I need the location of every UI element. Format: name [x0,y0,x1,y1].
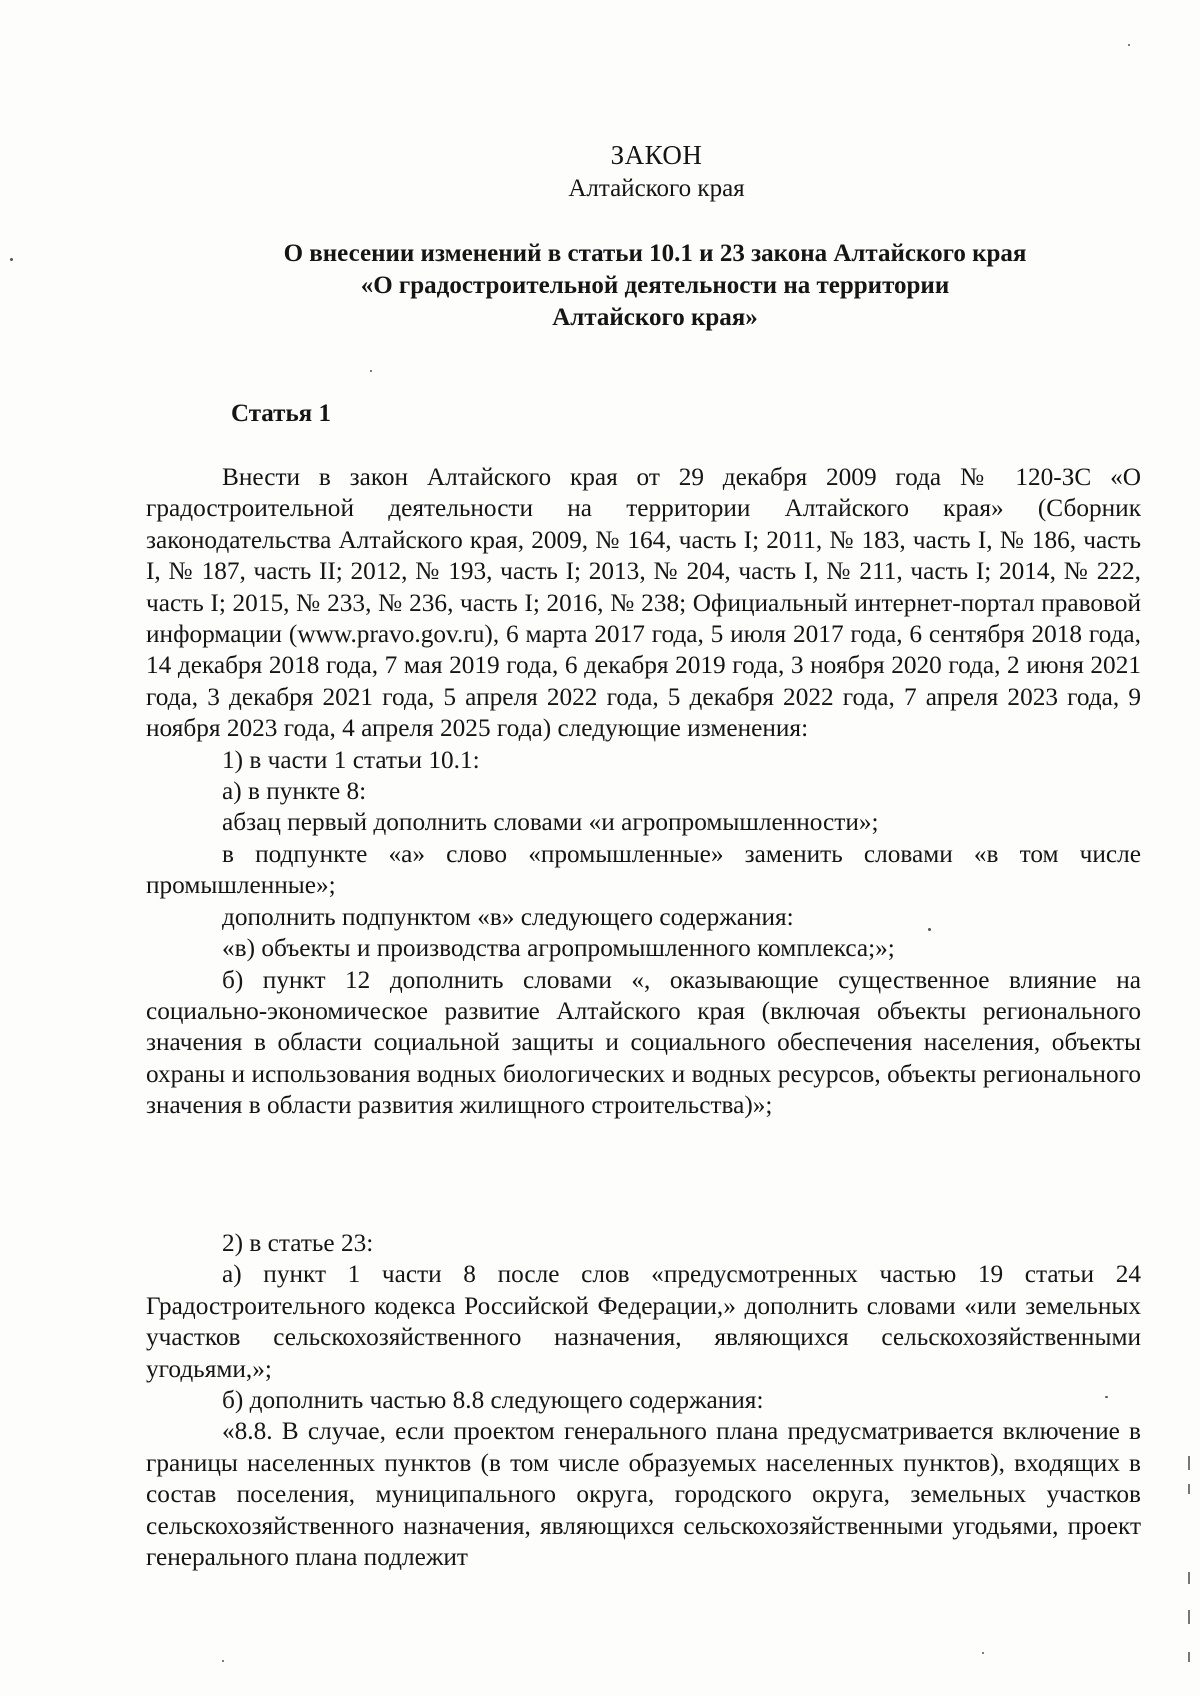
document-title [150,238,1160,334]
scan-edge-mark [1188,1652,1190,1662]
paragraph: 1) в части 1 статьи 10.1: [222,745,480,774]
title-line: Алтайского края» [552,304,758,331]
scan-speck [370,370,372,372]
paragraph: абзац первый дополнить словами «и агропромышленности»; [222,808,879,837]
paragraph: «8.8. В случае, если проектом генерального плана предусматривается включение в границы населенных пунктов (в том числе образуемых населенных пунктов), входящих в состав поселения, муниципального округа, городского округа, земельных участков сельскохозяйственного назначения, являющихся сельскохозяйственными угодьями, проект генерального плана подлежит [146,1417,1141,1572]
scan-speck [10,258,13,261]
scan-edge-mark [1188,1484,1190,1494]
title-line: О внесении изменений в статьи 10.1 и 23 закона Алтайского края [283,240,1027,267]
paragraph: 2) в статье 23: [222,1229,374,1257]
paragraph: Внести в закон Алтайского края от 29 декабря 2009 года № 120-ЗС «О градостроительной деятельности на территории Алтайского края» (Сборник законодательства Алтайского края, 2009, № 164, часть I; 2011, № 183, часть I, № 186, часть I, № 187, часть II; 2012, № 193, часть I; 2013, № 204, часть I, № 211, часть I; 2014, № 222, часть I; 2015, № 233, № 236, часть I; 2016, № 238; Официальный интернет-портал правовой информации (www.pravo.gov.ru), 6 марта 2017 года, 5 июля 2017 года, 6 сентября 2018 года, 14 декабря 2018 года, 7 мая 2019 года, 6 декабря 2019 года, 3 ноября 2020 года, 2 июня 2021 года, 3 декабря 2021 года, 5 апреля 2022 года, 5 декабря 2022 года, 7 апреля 2023 года, 9 ноября 2023 года, 4 апреля 2025 года) следующие изменения: [146,463,1141,743]
document-region: Алтайского края [568,175,745,202]
paragraph: б) пункт 12 дополнить словами «, оказывающие существенное влияние на социально-экономическое развитие Алтайского края (включая объекты регионального значения в области социальной защиты и социального обеспечения населения, объекты охраны и использования водных биологических и водных ресурсов, объекты регионального значения в области развития жилищного строительства)»; [146,965,1141,1120]
paragraph: дополнить подпунктом «в» следующего содержания: [222,902,794,931]
article-body-part1 [146,462,1141,1122]
scan-speck [982,1652,984,1654]
paragraph: «в) объекты и производства агропромышленного комплекса;»; [222,934,895,963]
scan-edge-mark [1188,1456,1190,1470]
document-type: ЗАКОН [610,140,703,170]
scan-speck [222,1660,224,1662]
scan-speck [928,928,931,931]
scan-edge-mark [1188,1610,1190,1624]
scan-edge-mark [1188,1572,1190,1584]
paragraph: в подпункте «а» слово «промышленные» заменить словами «в том числе промышленные»; [146,839,1141,900]
article-heading: Статья 1 [231,400,331,427]
paragraph: а) в пункте 8: [222,777,367,806]
paragraph: б) дополнить частью 8.8 следующего содержания: [222,1386,764,1415]
scan-speck [1105,1396,1108,1398]
title-line: «О градостроительной деятельности на территории [360,272,950,299]
scan-speck [1128,44,1130,46]
paragraph: а) пункт 1 части 8 после слов «предусмотренных частью 19 статьи 24 Градостроительного кодекса Российской Федерации,» дополнить словами «или земельных участков сельскохозяйственного назначения, являющихся сельскохозяйственными угодьями,»; [146,1260,1141,1383]
article-body-part2 [146,1228,1141,1573]
